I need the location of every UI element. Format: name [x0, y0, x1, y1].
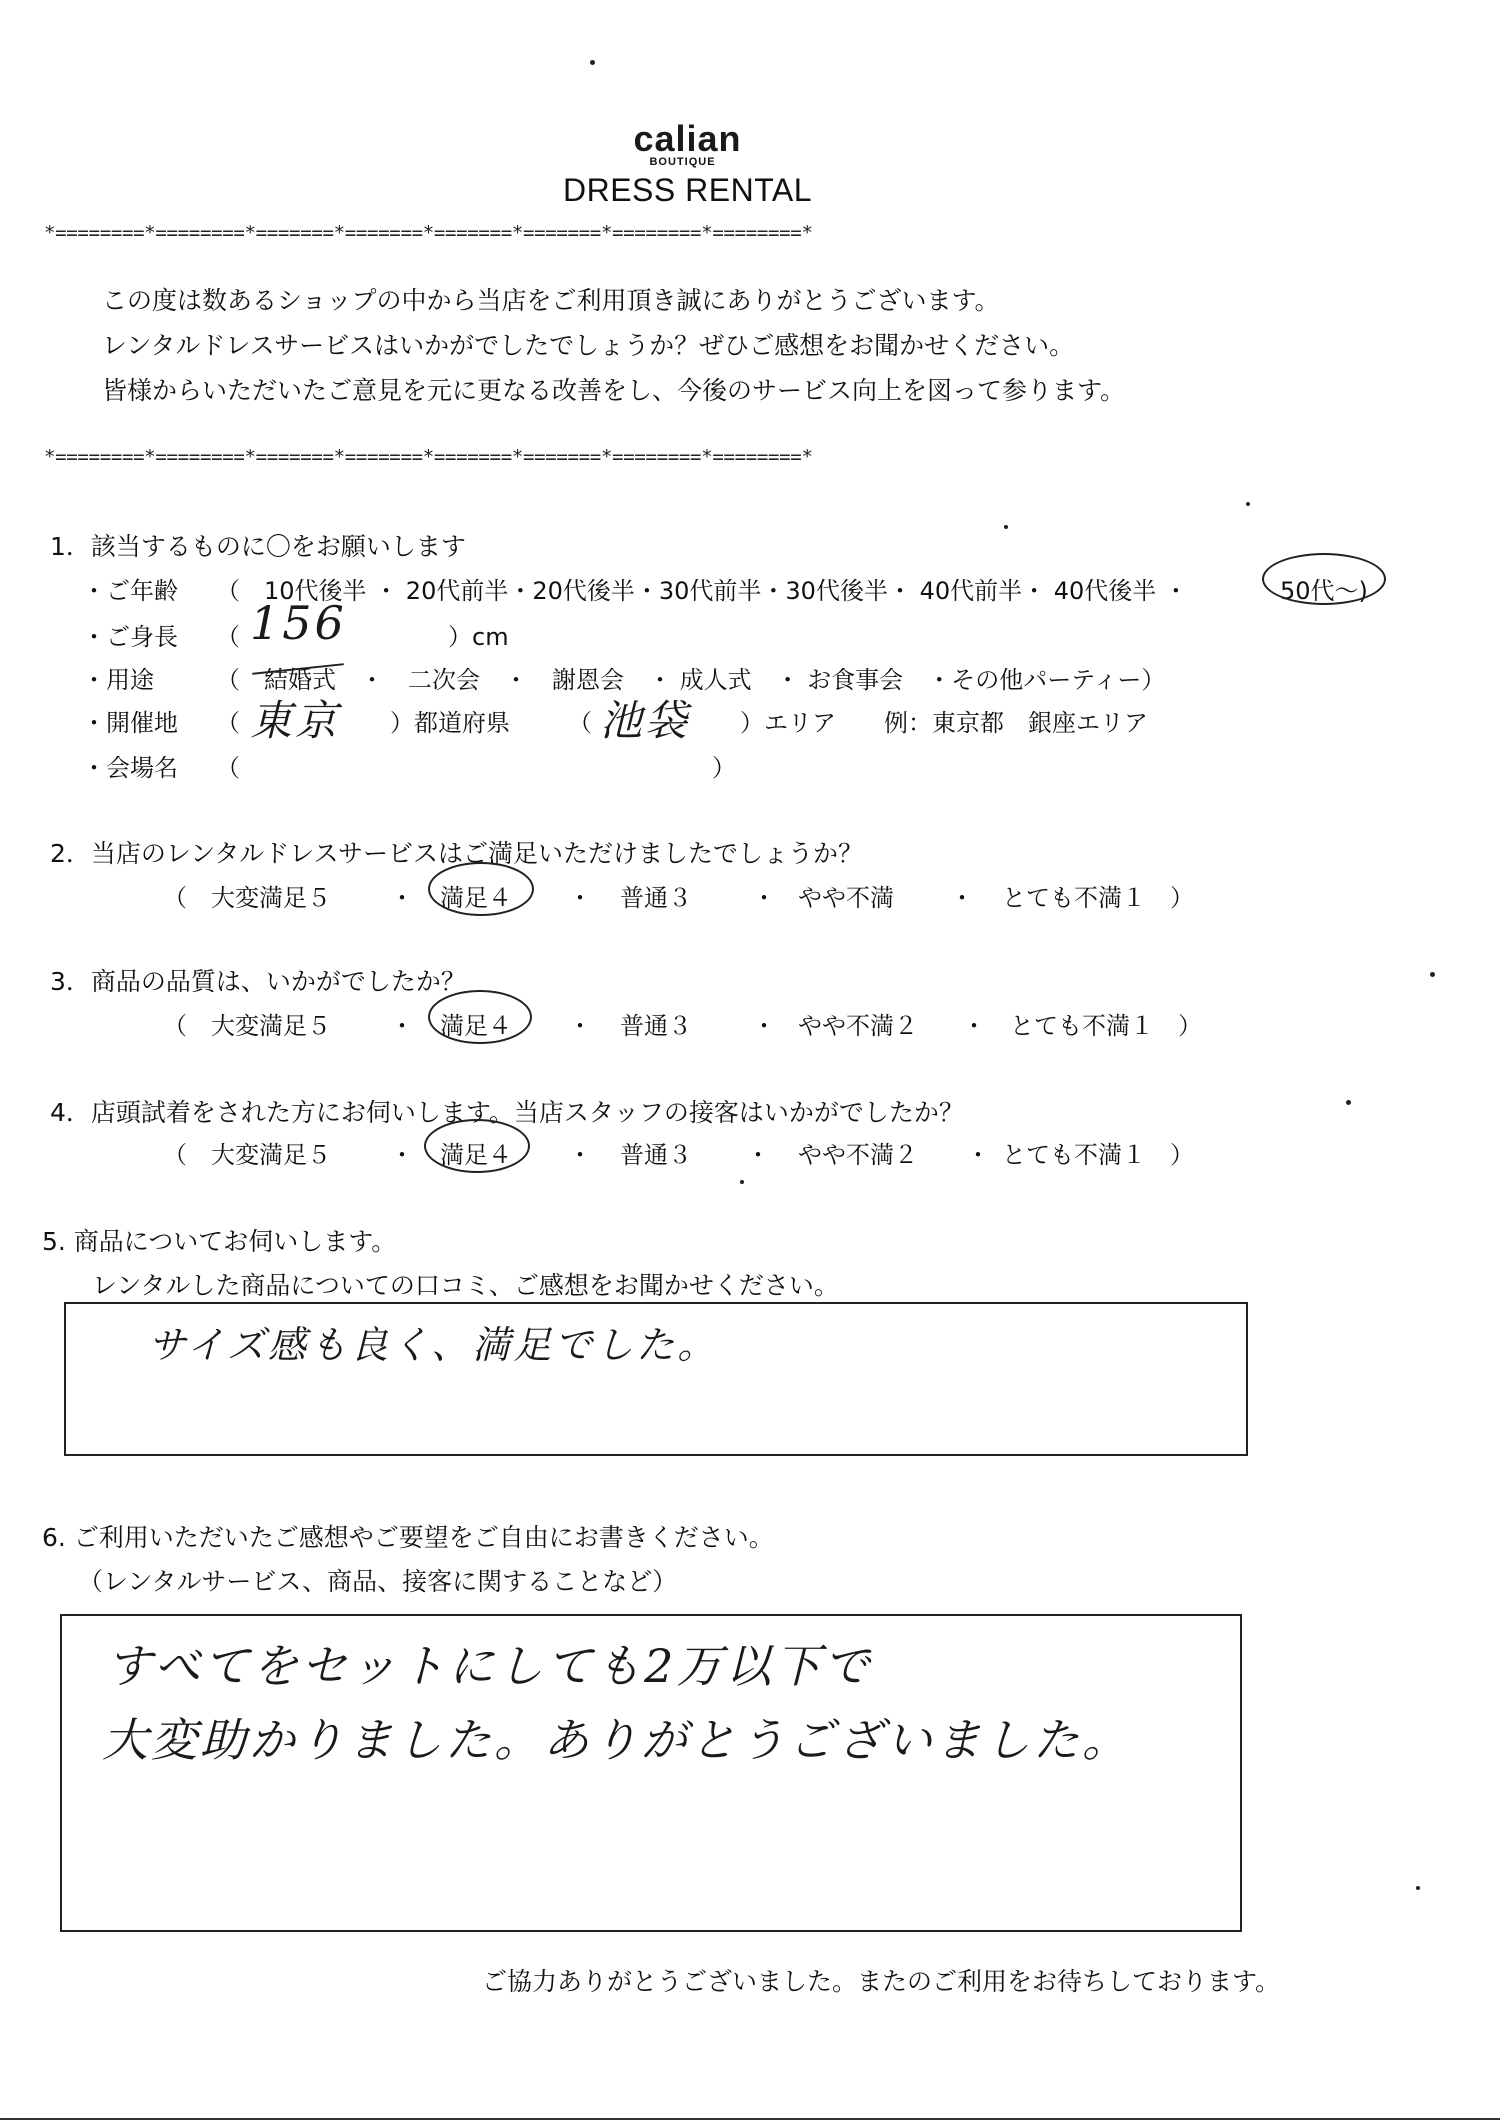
q4-option-4: 満足４ [440, 1141, 512, 1169]
q1-venue-area-open: （ [568, 709, 592, 737]
q1-height-value[interactable]: 156 [250, 596, 347, 650]
footer-message: ご協力ありがとうございました。またのご利用をお待ちしております。 [482, 1967, 1281, 1996]
q1-purpose-label: ・用途 [82, 666, 154, 694]
q6-subtitle: （レンタルサービス、商品、接客に関することなど） [78, 1567, 678, 1596]
intro-line-1: この度は数あるショップの中から当店をご利用頂き誠にありがとうございます。 [102, 286, 1000, 315]
selection-circle [428, 862, 534, 916]
q2-option-3: 普通３ [620, 884, 692, 912]
q1-place-label: ・会場名 [82, 754, 178, 782]
q2-option-2: やや不満 [798, 884, 894, 912]
q3-sep: ・ [752, 1012, 776, 1040]
page-title: DRESS RENTAL [562, 172, 812, 208]
q1-venue-area-value[interactable]: 池袋 [600, 696, 691, 745]
q2-title: 2．当店のレンタルドレスサービスはご満足いただけましたでしょうか？ [50, 839, 864, 868]
q4-title: 4．店頭試着をされた方にお伺いします。当店スタッフの接客はいかがでしたか？ [50, 1098, 964, 1127]
scan-speck [1004, 525, 1008, 529]
q1-venue-open: （ [216, 709, 240, 737]
scan-speck [1416, 1886, 1420, 1890]
q2-option-5: （ 大変満足５ [163, 884, 331, 912]
q3-sep: ・ [962, 1012, 986, 1040]
q2-option-1: とても不満１ ） [1002, 884, 1194, 912]
scan-edge-line [0, 2118, 1500, 2120]
intro-line-3: 皆様からいただいたご意見を元に更なる改善をし、今後のサービス向上を図って参ります。 [102, 376, 1126, 405]
q4-sep: ・ [568, 1141, 592, 1169]
intro-line-2: レンタルドレスサービスはいかがでしたでしょうか？ぜひご感想をお聞かせください。 [102, 331, 1075, 360]
q5-subtitle: レンタルした商品についての口コミ、ご感想をお聞かせください。 [92, 1271, 839, 1300]
q6-answer-line-2: 大変助かりました。ありがとうございました。 [102, 1713, 1131, 1767]
scan-speck [1430, 972, 1435, 977]
q1-place-close: ） [712, 754, 736, 782]
q1-title: 1．該当するものに〇をお願いします [50, 532, 466, 561]
q6-answer-line-1: すべてをセットにしても2万以下で [106, 1639, 873, 1693]
q2-sep: ・ [950, 884, 974, 912]
q4-option-2: やや不満２ [798, 1141, 918, 1169]
selection-circle [428, 990, 532, 1044]
scan-speck [590, 60, 595, 65]
q5-answer-box[interactable] [64, 1302, 1248, 1456]
brand-logo: calian [633, 118, 742, 159]
q3-title: 3．商品の品質は、いかがでしたか？ [50, 967, 466, 996]
q3-option-5: （ 大変満足５ [163, 1012, 331, 1040]
q1-purpose-options: （ 結婚式 ・ 二次会 ・ 謝恩会 ・ 成人式 ・ お食事会 ・その他パーティー） [216, 666, 1166, 694]
brand-logo-sub: BOUTIQUE [649, 156, 716, 168]
scan-speck [740, 1180, 744, 1184]
q1-height-unit: ）cm [448, 623, 509, 651]
q2-sep: ・ [568, 884, 592, 912]
q3-option-2: やや不満２ [798, 1012, 918, 1040]
q3-sep: ・ [390, 1012, 414, 1040]
q1-height-open: （ [216, 623, 240, 651]
q5-answer-text: サイズ感も良く、満足でした。 [148, 1323, 719, 1367]
q1-venue-pref-suffix: ）都道府県 [390, 709, 510, 737]
q1-venue-pref-value[interactable]: 東京 [250, 696, 341, 745]
q1-height-label: ・ご身長 [82, 623, 178, 651]
q4-sep: ・ [966, 1141, 990, 1169]
q3-option-3: 普通３ [620, 1012, 692, 1040]
q4-option-5: （ 大変満足５ [163, 1141, 331, 1169]
q2-option-4: 満足４ [440, 884, 512, 912]
q1-place-open: （ [216, 754, 240, 782]
q6-title: 6. ご利用いただいたご感想やご要望をご自由にお書きください。 [42, 1523, 774, 1552]
q3-option-1: とても不満１ ） [1010, 1012, 1202, 1040]
q6-answer-box[interactable] [60, 1614, 1242, 1932]
divider-top: *========*========*=======*=======*=======*=======*========*========* [44, 222, 813, 244]
q2-sep: ・ [390, 884, 414, 912]
selection-circle [1262, 553, 1386, 605]
q4-option-1: とても不満１ ） [1002, 1141, 1194, 1169]
q1-venue-label: ・開催地 [82, 709, 178, 737]
scan-speck [1246, 502, 1250, 506]
q1-age-selected: 50代～) [1280, 577, 1368, 605]
q4-sep: ・ [746, 1141, 770, 1169]
q5-title: 5. 商品についてお伺いします。 [42, 1227, 397, 1256]
q4-option-3: 普通３ [620, 1141, 692, 1169]
scan-speck [1346, 1100, 1351, 1105]
q4-sep: ・ [390, 1141, 414, 1169]
selection-circle [424, 1119, 530, 1173]
divider-middle: *========*========*=======*=======*=======*=======*========*========* [44, 446, 813, 468]
q3-option-4: 満足４ [440, 1012, 512, 1040]
q1-age-label: ・ご年齢 [82, 577, 178, 605]
q2-sep: ・ [752, 884, 776, 912]
q1-venue-area-suffix: ）エリア 例：東京都 銀座エリア [740, 709, 1148, 737]
q3-sep: ・ [568, 1012, 592, 1040]
q1-age-options: （ 10代後半 ・ 20代前半・20代後半・30代前半・30代後半・ 40代前半・ 40代後半 ・ [216, 577, 1188, 605]
